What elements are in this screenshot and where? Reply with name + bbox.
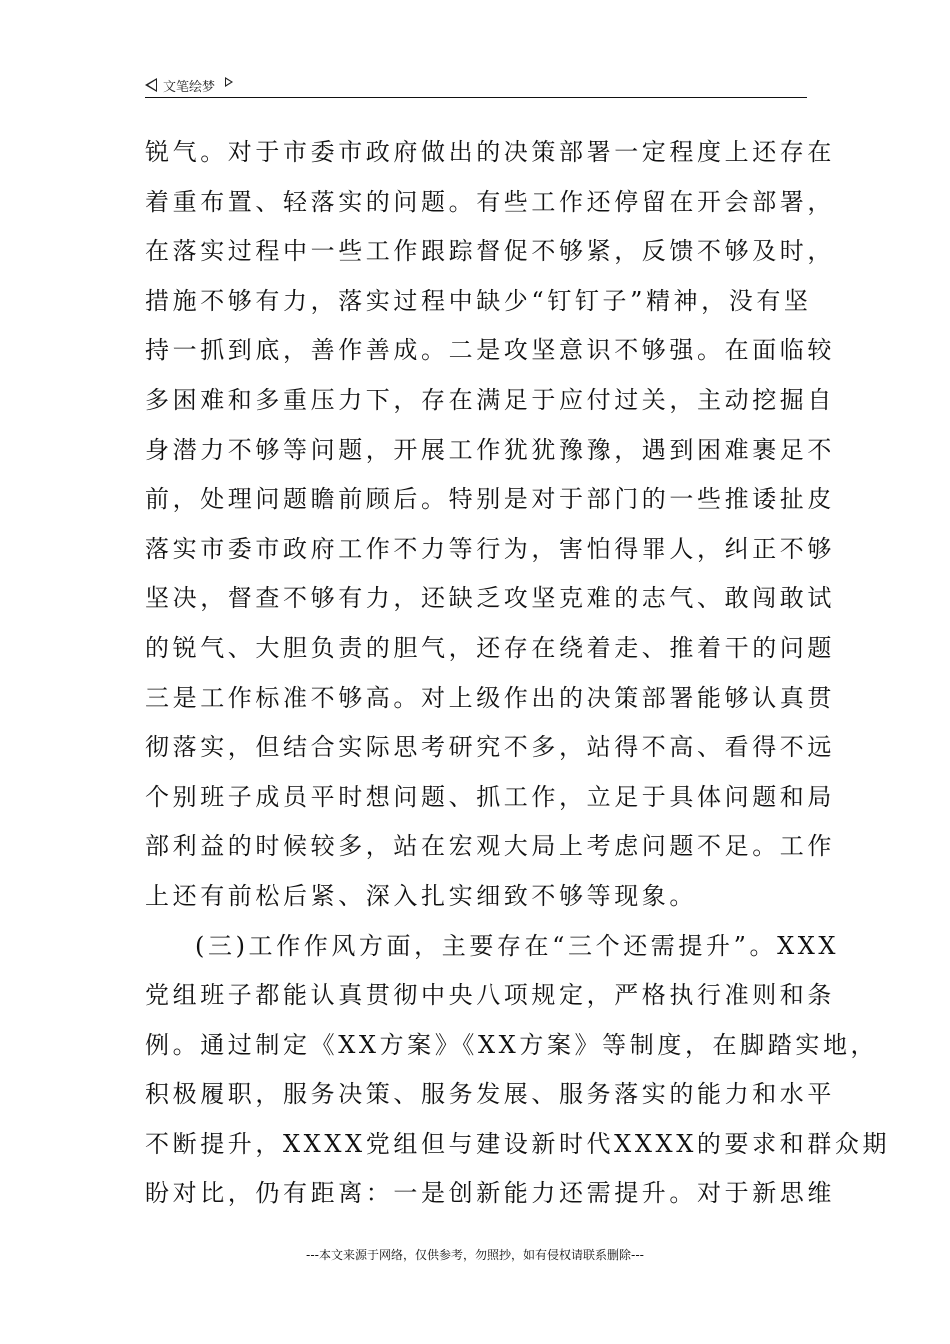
text-line: 三是工作标准不够高。对上级作出的决策部署能够认真贯 [145,683,835,712]
text-line: 落实市委市政府工作不力等行为，害怕得罪人，纠正不够 [145,534,835,563]
document-body [145,128,891,1219]
text-line: 积极履职，服务决策、服务发展、服务落实的能力和水平 [145,1080,835,1109]
text-line: 前，处理问题瞻前顾后。特别是对于部门的一些推诿扯皮 [145,485,835,514]
text-line: 多困难和多重压力下，存在满足于应付过关，主动挖掘自 [145,385,835,414]
text-line: 持一抓到底，善作善成。二是攻坚意识不够强。在面临较 [145,336,835,365]
header-rule [145,97,807,98]
footer-disclaimer: ---本文来源于网络，仅供参考，勿照抄，如有侵权请联系删除--- [306,1248,644,1262]
text-line: 上还有前松后紧、深入扎实细致不够等现象。 [145,881,697,910]
text-line: 盼对比，仍有距离：一是创新能力还需提升。对于新思维 [145,1179,835,1208]
text-line: 彻落实，但结合实际思考研究不多，站得不高、看得不远 [145,733,835,762]
text-line: 措施不够有力，落实过程中缺少“钉钉子”精神，没有坚 [145,286,812,315]
section-heading-line: (三)工作作风方面，主要存在“三个还需提升”。XXX [195,931,840,960]
text-line: 例。通过制定《XX方案》《XX方案》等制度，在脚踏实地， [145,1030,879,1059]
text-line: 坚决，督查不够有力，还缺乏攻坚克难的志气、敢闯敢试 [145,584,835,613]
page-header [145,74,805,96]
text-line: 党组班子都能认真贯彻中央八项规定，严格执行准则和条 [145,981,835,1010]
right-triangle-icon [225,77,233,87]
text-line: 的锐气、大胆负责的胆气，还存在绕着走、推着干的问题 [145,633,835,662]
text-line: 锐气。对于市委市政府做出的决策部署一定程度上还存在 [145,138,835,166]
left-triangle-icon [145,78,157,92]
text-line: 身潜力不够等问题，开展工作犹犹豫豫，遇到困难裹足不 [145,435,835,464]
text-line: 部利益的时候较多，站在宏观大局上考虑问题不足。工作 [145,832,835,861]
header-title: 文笔绘梦 [163,79,216,95]
text-line: 在落实过程中一些工作跟踪督促不够紧，反馈不够及时， [145,237,835,266]
text-line: 个别班子成员平时想问题、抓工作，立足于具体问题和局 [145,782,835,811]
text-line: 着重布置、轻落实的问题。有些工作还停留在开会部署， [145,187,835,216]
text-line: 不断提升，XXXX党组但与建设新时代XXXX的要求和群众期 [145,1129,891,1158]
